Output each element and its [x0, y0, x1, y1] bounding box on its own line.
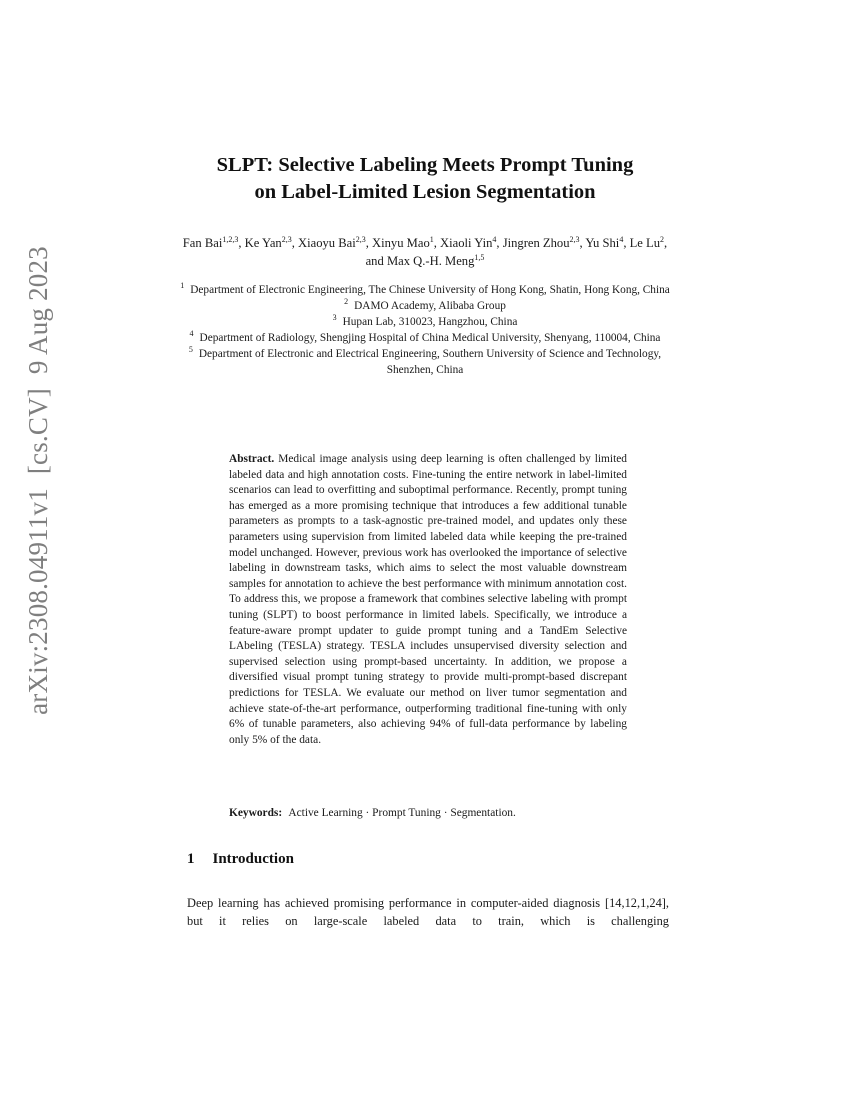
keywords	[229, 805, 627, 821]
author	[585, 236, 629, 250]
author-affiliation-marker: 4	[619, 235, 624, 244]
arxiv-identifier-text: arXiv:2308.04911v1 [cs.CV] 9 Aug 2023	[22, 245, 53, 715]
author-separator: ,	[433, 236, 441, 250]
author	[503, 236, 586, 250]
author-separator: ,	[623, 236, 630, 250]
author-name: Xiaoyu Bai	[298, 236, 356, 250]
section-heading-introduction	[187, 851, 294, 868]
author	[440, 236, 503, 250]
author	[298, 236, 372, 250]
author-name: Ke Yan	[244, 236, 282, 250]
author-name: Jingren Zhou	[502, 236, 570, 250]
author-separator: , and	[365, 236, 668, 268]
affiliation	[180, 346, 670, 378]
author-separator: ,	[365, 236, 373, 250]
author-name: Max Q.-H. Meng	[386, 254, 475, 268]
title-line-1: SLPT: Selective Labeling Meets Prompt Tuning	[216, 154, 634, 176]
author-separator: ,	[496, 236, 503, 250]
author-affiliation-marker: 4	[492, 235, 497, 244]
affiliation	[180, 282, 670, 298]
author-separator: ,	[291, 236, 299, 250]
author-affiliation-marker: 1	[429, 235, 434, 244]
author-separator: ,	[238, 236, 245, 250]
author-affiliation-marker: 2,3	[355, 235, 366, 244]
author-list	[180, 234, 670, 270]
author-affiliation-marker: 1,5	[474, 253, 485, 262]
section-title: Introduction	[212, 851, 294, 867]
author-affiliation-marker: 2,3	[569, 235, 580, 244]
author-affiliation-marker: 2	[660, 235, 665, 244]
affiliation-number: 3	[332, 313, 337, 322]
affiliation-number: 1	[180, 281, 185, 290]
affiliation-text: Department of Electronic Engineering, The Chinese University of Hong Kong, Shatin, Hong Kong, China	[190, 284, 670, 296]
author-separator: ,	[579, 236, 586, 250]
author	[372, 236, 440, 250]
abstract-label: Abstract.	[229, 453, 275, 465]
author-affiliation-marker: 2,3	[281, 235, 292, 244]
affiliation-number: 2	[344, 297, 349, 306]
author-affiliation-marker: 1,2,3	[222, 235, 239, 244]
section-number: 1	[187, 851, 195, 867]
affiliation	[180, 330, 670, 346]
author	[387, 254, 484, 268]
author-name: Xinyu Mao	[372, 236, 430, 250]
affiliation-text: DAMO Academy, Alibaba Group	[354, 300, 506, 312]
affiliation-list	[180, 282, 670, 378]
affiliation-number: 5	[188, 345, 193, 354]
title-line-2: on Label-Limited Lesion Segmentation	[254, 181, 596, 203]
arxiv-identifier-stamp	[16, 245, 60, 715]
author-name: Le Lu	[629, 236, 661, 250]
affiliation	[180, 314, 670, 330]
author-name: Xiaoli Yin	[440, 236, 493, 250]
abstract-text: Medical image analysis using deep learning is often challenged by limited labeled data and high annotation costs. Fine-tuning the entire network in label-limited scenarios can lead to overfitting and suboptimal performance. Recently, prompt tuning has emerged as a more promising technique that introduces a few additional tunable parameters as prompts to a task-agnostic pre-trained model, and updates only these parameters using supervision from limited labeled data while keeping the pre-trained model unchanged. However, previous work has overlooked the importance of selective labeling in downstream tasks, which aims to select the most valuable downstream samples for annotation to achieve the best performance with minimum annotation cost. To address this, we propose a framework that combines selective labeling with prompt tuning (SLPT) to boost performance in limited labels. Specifically, we introduce a feature-aware prompt updater to guide prompt tuning and a TandEm Selective LAbeling (TESLA) strategy. TESLA includes unsupervised diversity selection and supervised selection using prompt-based uncertainty. In addition, we propose a diversified visual prompt tuning strategy to provide multi-prompt-based discrepant predictions for TESLA. We evaluate our method on liver tumor segmentation and achieve state-of-the-art performance, outperforming traditional fine-tuning with only 6% of tunable parameters, also achieving 94% of full-data performance by labeling only 5% of the data.	[229, 453, 627, 746]
keywords-text: Active Learning · Prompt Tuning · Segmentation.	[288, 807, 516, 819]
author	[183, 236, 245, 250]
author-name: Fan Bai	[182, 236, 223, 250]
abstract	[229, 452, 627, 748]
author	[245, 236, 298, 250]
keywords-label: Keywords:	[229, 807, 283, 819]
affiliation-text: Department of Radiology, Shengjing Hospital of China Medical University, Shenyang, 110004, China	[199, 332, 661, 344]
paper-title	[150, 152, 700, 206]
affiliation-text: Department of Electronic and Electrical Engineering, Southern University of Science and Technology, Shenzhen, China	[198, 348, 662, 376]
affiliation	[180, 298, 670, 314]
author-name: Yu Shi	[585, 236, 620, 250]
affiliation-number: 4	[189, 329, 194, 338]
affiliation-text: Hupan Lab, 310023, Hangzhou, China	[342, 316, 518, 328]
introduction-paragraph: Deep learning has achieved promising performance in computer-aided diagnosis [14,12,1,24], but it relies on large-scale labeled data to train, which is challenging	[187, 896, 669, 928]
